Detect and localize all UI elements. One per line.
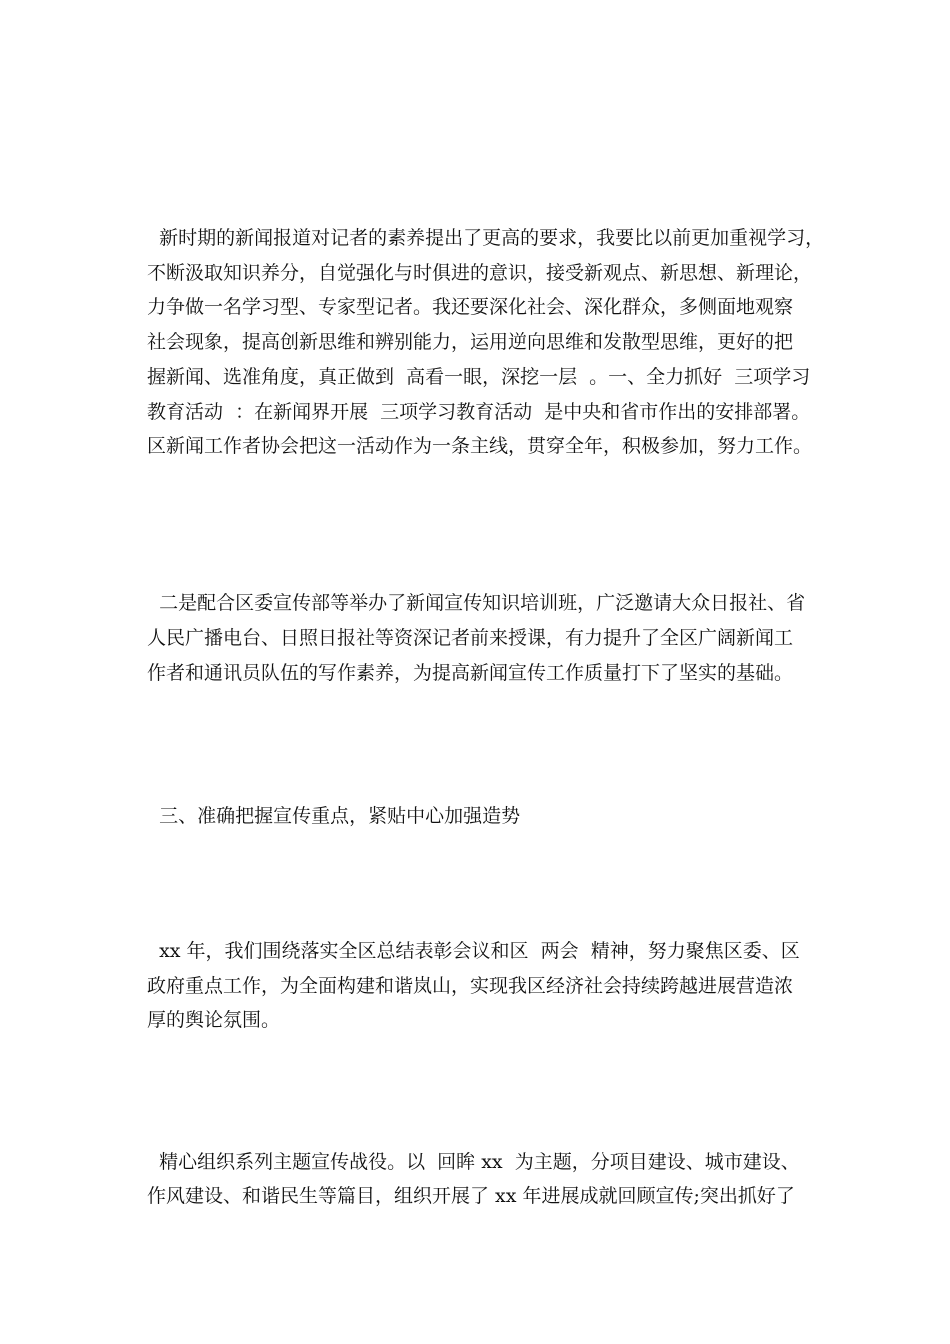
text-line: 作风建设、和谐民生等篇目，组织开展了 xx 年进展成就回顾宣传;突出抓好了 (147, 1185, 795, 1207)
text-line: 社会现象，提高创新思维和辨别能力，运用逆向思维和发散型思维，更好的把 (147, 331, 794, 353)
heading-line: 三、准确把握宣传重点，紧贴中心加强造势 (147, 805, 521, 827)
text-line: 精心组织系列主题宣传战役。以 回眸 xx 为主题，分项目建设、城市建设、 (147, 1151, 800, 1173)
text-line: 握新闻、选准角度，真正做到 高看一眼，深挖一层 。一、全力抓好 三项学习 (147, 366, 811, 388)
text-line: 二是配合区委宣传部等举办了新闻宣传知识培训班，广泛邀请大众日报社、省 (147, 592, 806, 614)
text-line: 政府重点工作，为全面构建和谐岚山，实现我区经济社会持续跨越进展营造浓 (147, 975, 794, 997)
text-line: 作者和通讯员队伍的写作素养，为提高新闻宣传工作质量打下了坚实的基础。 (147, 662, 794, 684)
text-line: xx 年，我们围绕落实全区总结表彰会议和区 两会 精神，努力聚焦区委、区 (147, 940, 800, 962)
text-line: 教育活动 ：在新闻界开展 三项学习教育活动 是中央和省市作出的安排部署。 (147, 401, 811, 423)
text-line: 人民广播电台、日照日报社等资深记者前来授课，有力提升了全区广阔新闻工 (147, 627, 794, 649)
text-line: 不断汲取知识养分，自觉强化与时俱进的意识，接受新观点、新思想、新理论， (147, 262, 813, 284)
text-line: 力争做一名学习型、专家型记者。我还要深化社会、深化群众，多侧面地观察 (147, 296, 794, 318)
text-line: 新时期的新闻报道对记者的素养提出了更高的要求，我要比以前更加重视学习， (147, 227, 825, 249)
text-line: 区新闻工作者协会把这一活动作为一条主线，贯穿全年，积极参加，努力工作。 (147, 435, 813, 457)
text-line: 厚的舆论氛围。 (147, 1009, 281, 1031)
